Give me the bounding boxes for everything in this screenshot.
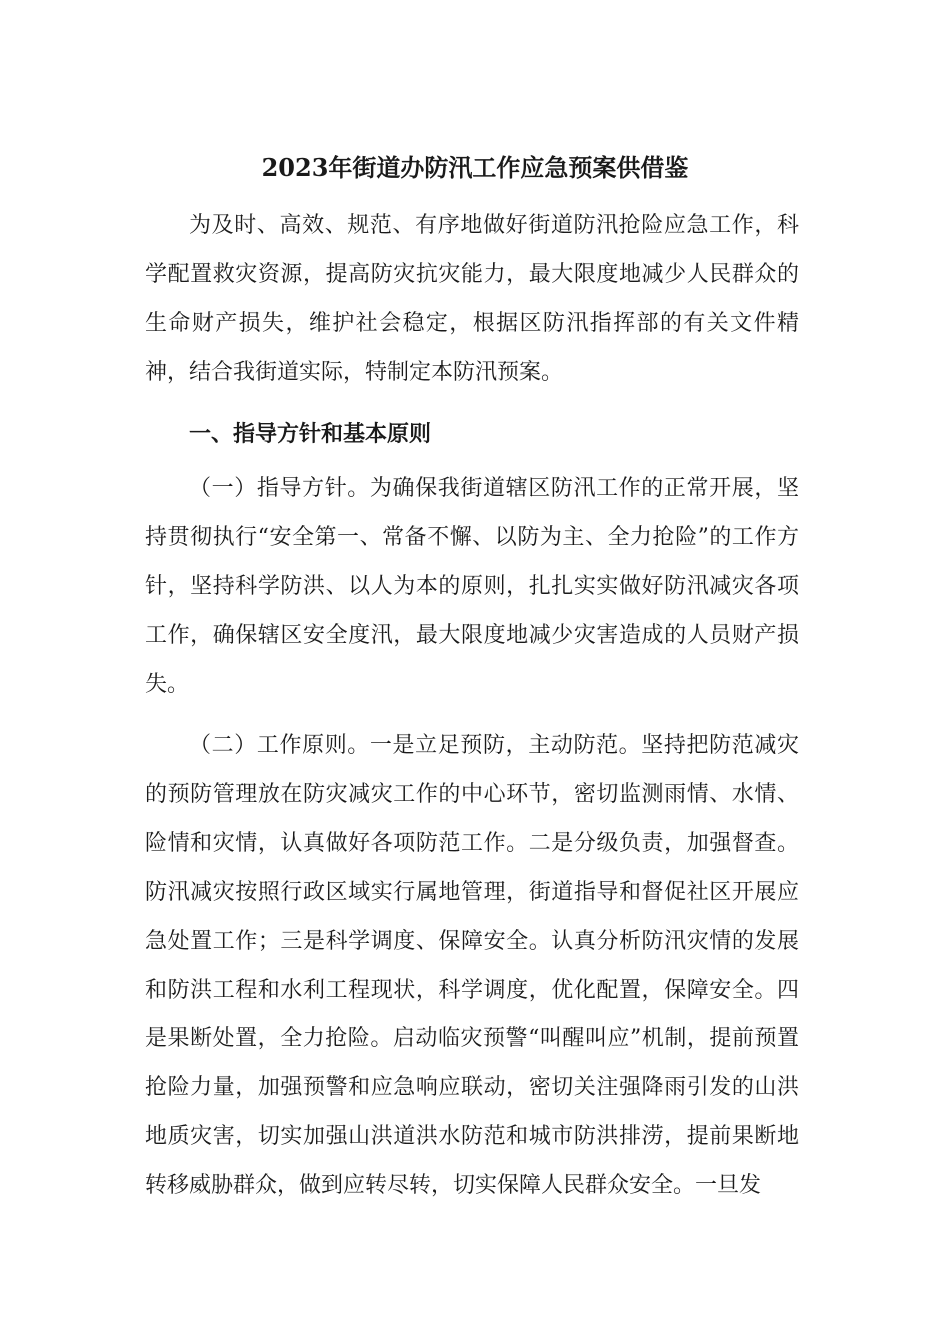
guiding-policy-paragraph: （一）指导方针。为确保我街道辖区防汛工作的正常开展，坚持贯彻执行“安全第一、常备不懈、以防为主、全力抢险”的工作方针，坚持科学防洪、以人为本的原则，扎扎实实做好防汛减灾各项工作，确保辖区安全度汛，最大限度地减少灾害造成的人员财产损失。 [145, 476, 799, 697]
document-title: 2023年街道办防汛工作应急预案供借鉴 [261, 153, 689, 182]
working-principles-paragraph: （二）工作原则。一是立足预防，主动防范。坚持把防范减灾的预防管理放在防灾减灾工作的中心环节，密切监测雨情、水情、险情和灾情，认真做好各项防范工作。二是分级负责，加强督查。防汛减灾按照行政区域实行属地管理，街道指导和督促社区开展应急处置工作；三是科学调度、保障安全。认真分析防汛灾情的发展和防洪工程和水利工程现状，科学调度，优化配置，保障安全。四是果断处置，全力抢险。启动临灾预警“叫醒叫应”机制，提前预置抢险力量，加强预警和应急响应联动，密切关注强降雨引发的山洪地质灾害，切实加强山洪道洪水防范和城市防洪排涝，提前果断地转移威胁群众，做到应转尽转，切实保障人民群众安全。一旦发 [145, 733, 799, 1199]
intro-paragraph: 为及时、高效、规范、有序地做好街道防汛抢险应急工作，科学配置救灾资源，提高防灾抗灾能力，最大限度地减少人民群众的生命财产损失，维护社会稳定，根据区防汛指挥部的有关文件精神，结合我街道实际，特制定本防汛预案。 [145, 213, 799, 385]
section-heading: 一、指导方针和基本原则 [189, 421, 432, 447]
